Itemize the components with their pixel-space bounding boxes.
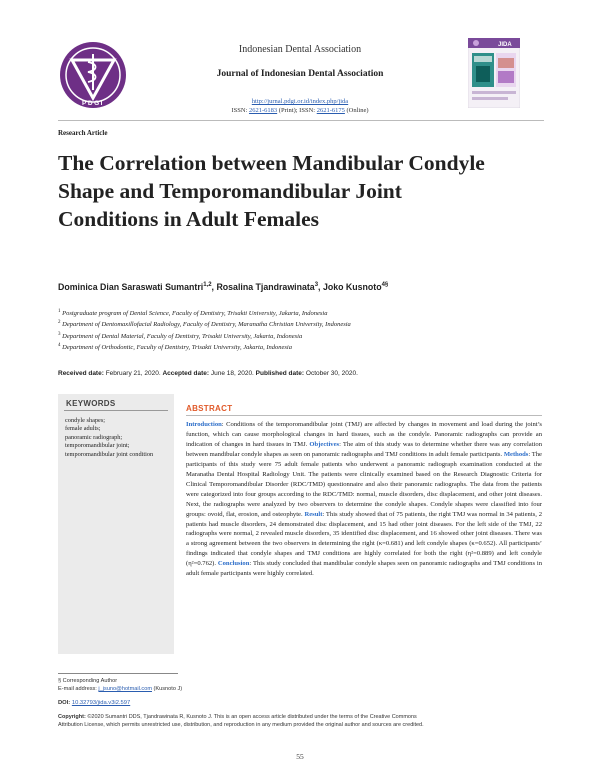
footnote-divider — [58, 673, 178, 674]
keyword: temporomandibular joint condition — [65, 450, 154, 458]
cover-label: JIDA — [498, 42, 512, 48]
author-name: Joko Kusnoto — [322, 282, 382, 292]
keyword: female adults; — [65, 425, 101, 433]
author-name: Dominica Dian Saraswati Sumantri — [58, 282, 204, 292]
logo-text: PDGI — [82, 100, 104, 107]
issn-online-link[interactable]: 2621-6175 — [316, 107, 345, 114]
author-name: Rosalina Tjandrawinata — [216, 282, 315, 292]
keywords-heading: KEYWORDS — [66, 399, 116, 408]
keyword: panoramic radiograph; — [65, 433, 123, 441]
conclusion-label: Conclusion — [217, 560, 250, 568]
intro-label: Introduction — [186, 421, 222, 428]
abstract-divider — [186, 415, 542, 416]
journal-url-link[interactable]: http://jurnal.pdgi.or.id/index.php/jida — [251, 98, 349, 105]
abstract-heading: ABSTRACT — [186, 404, 233, 413]
affiliation: $^3$ Department of Dental Material, Faculty of Dentistry, Trisakti University, Jakarta, Indonesia — [58, 331, 303, 341]
keywords-list — [65, 417, 169, 459]
methods-label: Methods — [503, 450, 529, 458]
affiliation: $^1$ Postgraduate program of Dental Science, Faculty of Dentistry, Trisakti University, Jakarta, Indonesia — [58, 309, 328, 318]
published-date: October 30, 2020. — [304, 370, 358, 377]
article-type: Research Article — [58, 129, 108, 137]
doi-link[interactable]: 10.32793/jida.v3i2.597 — [71, 700, 131, 706]
journal-cover-image — [468, 38, 520, 108]
association-name: Indonesian Dental Association — [238, 44, 362, 55]
keywords-divider — [64, 410, 168, 411]
accepted-date: June 18, 2020. — [209, 370, 256, 377]
pdgi-logo — [58, 40, 128, 110]
affiliations — [58, 307, 538, 353]
email-link[interactable]: j_jsuno@hotmail.com — [98, 686, 152, 692]
keyword: condyle shapes; — [65, 417, 106, 424]
author-list: Dominica Dian Saraswati Sumantri$^{1,2}$, Rosalina Tjandrawinata$^3$, Joko Kusnoto$^{4\S}$ — [58, 282, 389, 292]
affiliation: $^4$ Department of Orthodontic, Faculty of Dentistry, Trisakti University, Jakarta, Indonesia — [58, 343, 292, 352]
journal-name: Journal of Indonesian Dental Association — [216, 69, 384, 79]
doi-line: DOI: 10.32793/jida.v3i2.597 — [58, 700, 131, 706]
page-number: 55 — [296, 752, 304, 761]
affiliation: $^2$ Department of Dentomaxillofacial Radiology, Faculty of Dentistry, Maranatha Christian University, Indonesia — [58, 320, 351, 329]
article-dates: Received date: February 21, 2020. Accepted date: June 18, 2020. Published date: October 30, 2020. — [58, 370, 358, 377]
header-divider — [58, 120, 544, 121]
journal-info: http://jurnal.pdgi.or.id/index.php/jida ISSN: 2621-6183 (Print); ISSN: 2621-6175 (Online) — [231, 98, 369, 114]
keyword: temporomandibular joint; — [65, 442, 130, 450]
result-label: Result — [304, 510, 323, 518]
objectives-label: Objectives — [309, 440, 340, 448]
received-date: February 21, 2020. — [103, 370, 163, 377]
corresponding-author: § Corresponding Author E-mail address: j_jsuno@hotmail.com (Kusnoto J) — [58, 678, 183, 692]
article-title: The Correlation between Mandibular Condyle Shape and Temporomandibular Joint Conditions in Adult Females — [58, 151, 485, 231]
copyright-notice: Copyright: ©2020 Sumantri DDS, Tjandrawinata R, Kusnoto J. This is an open access article distributed under the terms of the Creative Commons Attribution License, which permits unrestricted use, distribution, and reproduction in any medium provided the original author and sources are credited. — [58, 714, 424, 728]
issn-print-link[interactable]: 2621-6183 — [248, 107, 278, 114]
abstract-body: Introduction: Conditions of the temporomandibular joint (TMJ) are affected by changes in movement and load during the joint’s function, which can cause morphological changes in hard tissues, such as the condyle. Panoramic radiographs can provide an indication of changes in hard tissues in TMJ. Objectives: The aim of this study was to determine whether there was any correlation between mandibular condyle shapes as seen on panoramic radiographs and TMJ conditions in adult female participants. Methods: The participants of this study were 75 adult female patients who underwent a panoramic radiograph examination conducted at the Maranatha Dental Hospital Radiology Unit. The patients were clinically examined based on the Research Diagnostic Criteria for Clinical Temporomandibular Disorder (RDC/TMD) questionnaire and also their panoramic radiographs. The data from the patients were categorized into four groups according to the RDC/TMD: normal, muscle disorders, disc displacement, and other joint diseases. Next, the radiographs were analyzed by two observers to determine the condyle shapes. Condyle shapes were classified into four groups: ovoid, flat, erosion, and osteophyte. Result: This study showed that of 75 patients, the right TMJ was normal in 34 patients, 2 patients had muscle disorders, 24 demonstrated disc displacement, and 15 had other joint diseases. For the left side of the TMJ, 22 radiographs were normal, 2 revealed muscle disorders, 35 identified disc displacement, and 16 showed other joint diseases. There was a strong agreement between the two observers in determining the right (κ=0.681) and left condyle shapes (κ=0.652). All participants’ findings indicated that condyle shapes and TMJ conditions are highly correlated for both the right (η²=0.889) and left condyle (η²=0.762). Conclusion: This study concluded that mandibular condyle shapes seen on panoramic radiographs and TMJ conditions in adult female participants were highly correlated. — [186, 421, 543, 578]
